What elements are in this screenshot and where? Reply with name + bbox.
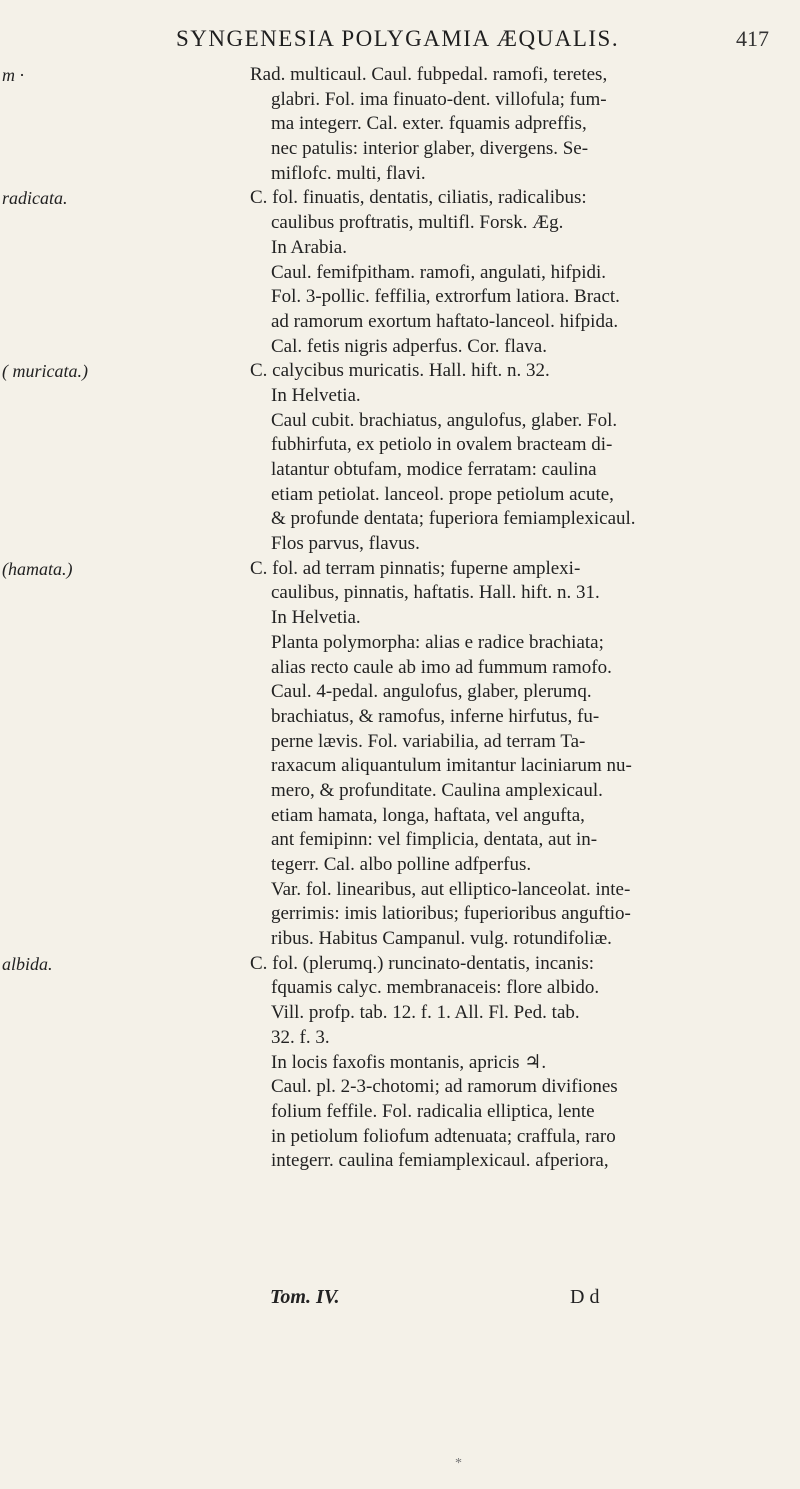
line-text: mero, & profunditate. Caulina amplexicaul. <box>271 779 603 801</box>
bottom-mark: * <box>455 1456 462 1471</box>
line-text: Caul. pl. 2-3-chotomi; ad ramorum divifiones <box>271 1076 618 1098</box>
line-text: C. fol. ad terram pinnatis; fuperne amplexi- <box>250 557 581 579</box>
line-text: glabri. Fol. ima finuato-dent. villofula; fum- <box>271 88 607 110</box>
line-text: Caul. femifpitham. ramofi, angulati, hifpidi. <box>271 261 607 283</box>
line-text: In Arabia. <box>271 236 347 258</box>
line-text: ma integerr. Cal. exter. fquamis adpreffis, <box>271 113 587 135</box>
text-line <box>0 1001 800 1026</box>
line-text: nec patulis: interior glaber, divergens. Se- <box>271 138 589 160</box>
text-line <box>0 705 800 730</box>
volume-label: Tom. IV. <box>270 1286 340 1308</box>
line-text: caulibus proftratis, multifl. Forsk. Æg. <box>271 212 564 234</box>
page-number: 417 <box>736 26 769 51</box>
text-line <box>0 261 800 286</box>
line-text: Planta polymorpha: alias e radice brachiata; <box>271 631 604 653</box>
line-text: gerrimis: imis latioribus; fuperioribus anguftio- <box>271 903 631 925</box>
text-line <box>0 162 800 187</box>
line-text: brachiatus, & ramofus, inferne hirfutus, fu- <box>271 705 600 727</box>
text-line <box>0 458 800 483</box>
text-line <box>0 1125 800 1150</box>
text-line <box>0 137 800 162</box>
text-line <box>0 310 800 335</box>
running-head: SYNGENESIA POLYGAMIA ÆQUALIS. <box>176 26 620 51</box>
line-text: caulibus, pinnatis, haftatis. Hall. hift. n. 31. <box>271 582 600 604</box>
line-text: Var. fol. linearibus, aut elliptico-lanceolat. inte- <box>271 878 631 900</box>
line-text: Caul cubit. brachiatus, angulofus, glaber. Fol. <box>271 409 618 431</box>
line-text: C. fol. finuatis, dentatis, ciliatis, radicalibus: <box>250 187 587 209</box>
margin-note: (hamata.) <box>2 558 73 579</box>
line-text: etiam hamata, longa, haftata, vel angufta, <box>271 804 585 826</box>
text-line <box>0 483 800 508</box>
text-line <box>0 804 800 829</box>
line-text: fubhirfuta, ex petiolo in ovalem bracteam di- <box>271 434 613 456</box>
line-text: folium feffile. Fol. radicalia elliptica, lente <box>271 1100 595 1122</box>
text-line <box>0 730 800 755</box>
page-footer <box>270 1286 770 1312</box>
text-line <box>0 779 800 804</box>
text-line <box>0 581 800 606</box>
text-line <box>0 1100 800 1125</box>
text-line <box>0 878 800 903</box>
text-line <box>0 532 800 557</box>
line-text: ad ramorum exortum haftato-lanceol. hifpida. <box>271 310 619 332</box>
line-text: raxacum aliquantulum imitantur laciniarum nu- <box>271 755 632 777</box>
line-text: Fol. 3-pollic. feffilia, extrorfum latiora. Bract. <box>271 286 620 308</box>
margin-note: albida. <box>2 953 53 974</box>
line-text: ant femipinn: vel fimplicia, dentata, aut in- <box>271 829 598 851</box>
line-text: Flos parvus, flavus. <box>271 533 420 555</box>
line-text: miflofc. multi, flavi. <box>271 162 426 184</box>
line-text: In Helvetia. <box>271 384 361 406</box>
line-text: in petiolum foliofum adtenuata; craffula, raro <box>271 1125 616 1147</box>
line-text: Vill. profp. tab. 12. f. 1. All. Fl. Ped. tab. <box>271 1002 580 1024</box>
margin-note: radicata. <box>2 188 68 209</box>
text-body <box>0 63 800 1174</box>
line-text: Rad. multicaul. Caul. fubpedal. ramofi, teretes, <box>250 64 608 85</box>
text-line <box>0 112 800 137</box>
text-line <box>0 335 800 360</box>
text-line <box>0 557 800 582</box>
text-line <box>0 976 800 1001</box>
text-line <box>0 359 800 384</box>
line-text: ribus. Habitus Campanul. vulg. rotundifoliæ. <box>271 928 612 950</box>
text-line <box>0 656 800 681</box>
line-text: & profunde dentata; fuperiora femiamplexicaul. <box>271 508 636 530</box>
text-line <box>0 507 800 532</box>
text-line <box>0 211 800 236</box>
text-line <box>0 186 800 211</box>
line-text: fquamis calyc. membranaceis: flore albido. <box>271 977 600 999</box>
signature-mark: D d <box>570 1286 600 1308</box>
text-line <box>0 63 800 88</box>
text-line <box>0 88 800 113</box>
text-line <box>0 853 800 878</box>
line-text: perne lævis. Fol. variabilia, ad terram Ta- <box>271 730 586 752</box>
text-line <box>0 409 800 434</box>
text-line <box>0 631 800 656</box>
line-text: etiam petiolat. lanceol. prope petiolum acute, <box>271 483 614 505</box>
text-line <box>0 285 800 310</box>
line-text: integerr. caulina femiamplexicaul. afperiora, <box>271 1150 609 1172</box>
text-line <box>0 1026 800 1051</box>
line-text: Caul. 4-pedal. angulofus, glaber, plerumq. <box>271 681 592 703</box>
line-text: Cal. fetis nigris adperfus. Cor. flava. <box>271 335 547 357</box>
text-line <box>0 1075 800 1100</box>
text-line <box>0 433 800 458</box>
text-line <box>0 680 800 705</box>
line-text: C. fol. (plerumq.) runcinato-dentatis, incanis: <box>250 952 595 974</box>
line-text: C. calycibus muricatis. Hall. hift. n. 32. <box>250 360 550 382</box>
text-line <box>0 1051 800 1076</box>
line-text: 32. f. 3. <box>271 1026 330 1048</box>
text-line <box>0 606 800 631</box>
text-line <box>0 828 800 853</box>
line-text: latantur obtufam, modice ferratam: caulina <box>271 459 597 480</box>
line-text: In locis faxofis montanis, apricis ♃. <box>271 1051 547 1073</box>
text-line <box>0 754 800 779</box>
text-line <box>0 236 800 261</box>
margin-note: ( muricata.) <box>2 361 88 382</box>
text-line <box>0 1149 800 1174</box>
text-line <box>0 927 800 952</box>
line-text: tegerr. Cal. albo polline adfperfus. <box>271 854 532 875</box>
text-line <box>0 902 800 927</box>
text-line <box>0 952 800 977</box>
line-text: In Helvetia. <box>271 607 361 629</box>
text-line <box>0 384 800 409</box>
margin-note: m · <box>2 65 24 85</box>
line-text: alias recto caule ab imo ad fummum ramofo. <box>271 656 612 678</box>
page-header <box>0 18 800 58</box>
